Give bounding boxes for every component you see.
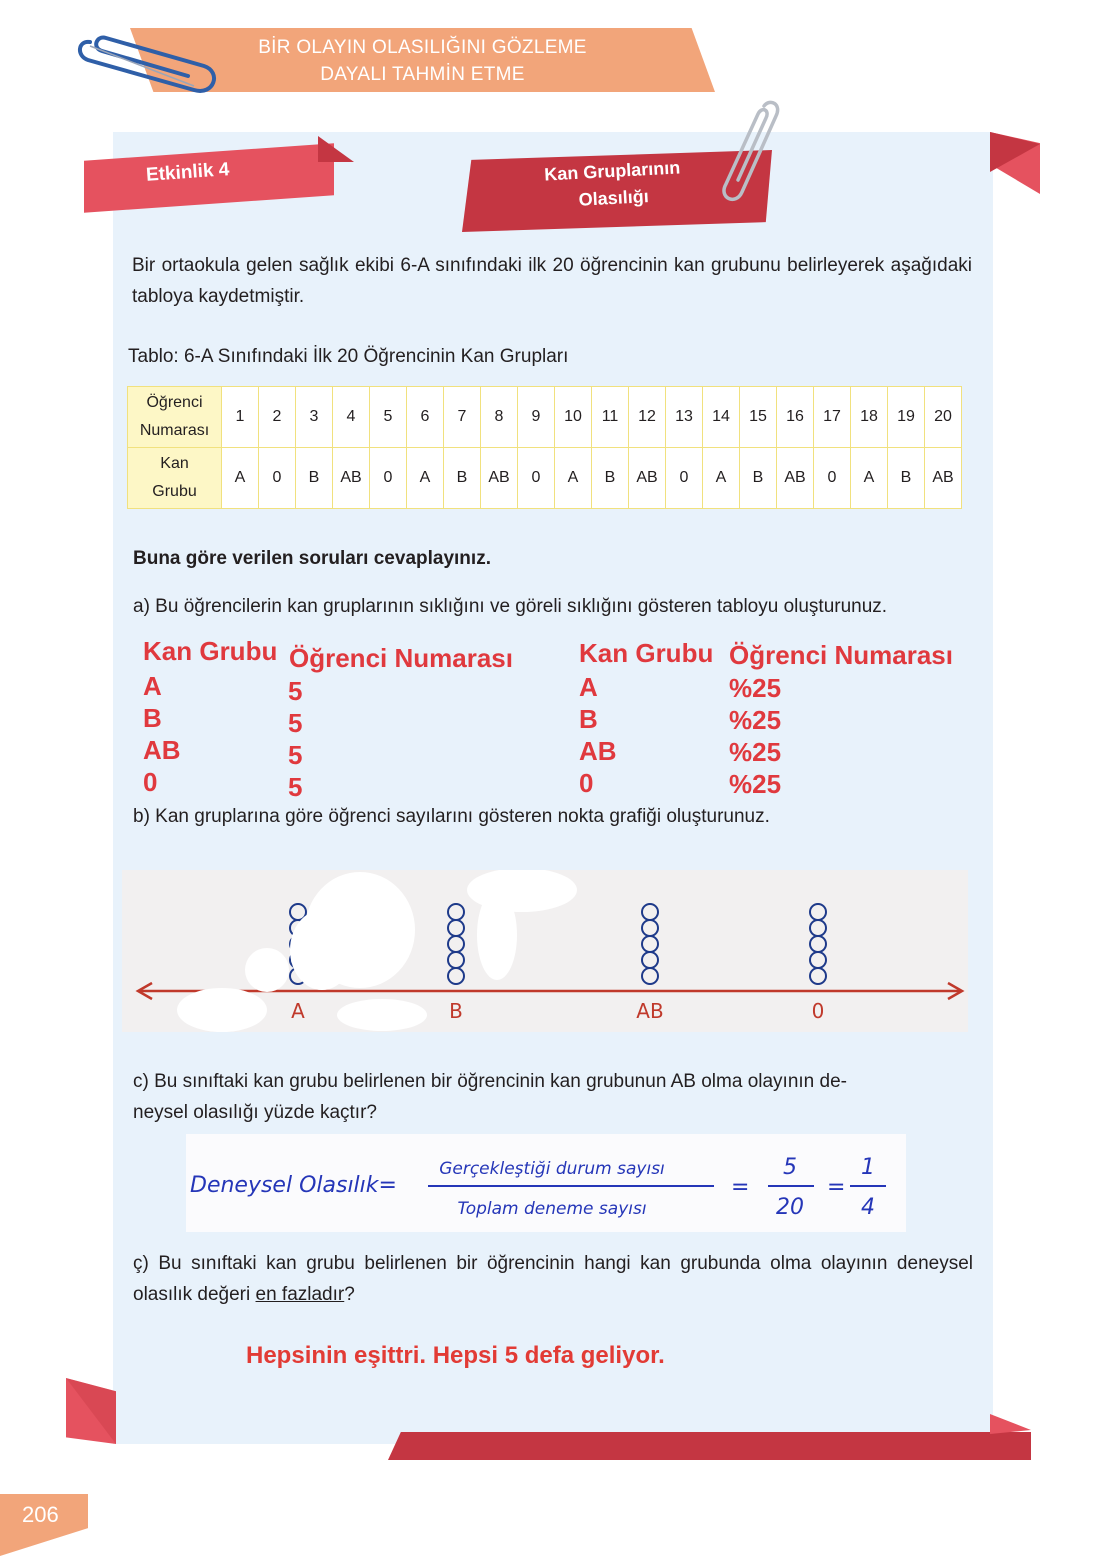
answer-group: A bbox=[579, 672, 598, 702]
formula-numerator: Gerçekleştiği durum sayısı bbox=[439, 1159, 665, 1179]
answer-group: A bbox=[143, 671, 162, 701]
dot-ab bbox=[642, 936, 658, 952]
table-cell: 16 bbox=[777, 387, 814, 448]
answer-group: 0 bbox=[143, 767, 158, 797]
answer-a-right-header2: Öğrenci Numarası bbox=[729, 640, 953, 670]
table-cell: B bbox=[740, 448, 777, 509]
answer-group: 0 bbox=[579, 768, 594, 798]
question-c-line2: neysel olasılığı yüzde kaçtır? bbox=[133, 1102, 377, 1123]
answer-a-left-header1: Kan Grubu bbox=[143, 636, 278, 666]
table-cell: 13 bbox=[666, 387, 703, 448]
row-header-line: Kan bbox=[160, 455, 189, 472]
question-cc-underlined: en fazladır bbox=[255, 1284, 345, 1305]
dot-plot-svg bbox=[122, 870, 968, 1032]
dot-0 bbox=[810, 936, 826, 952]
dot-b bbox=[448, 936, 464, 952]
fraction2-numerator: 1 bbox=[861, 1155, 875, 1180]
answer-a-right-values bbox=[729, 672, 781, 800]
question-cc bbox=[133, 1248, 973, 1310]
answer-a-left-groups bbox=[143, 670, 181, 798]
fraction1-denominator: 20 bbox=[776, 1195, 804, 1220]
formula-svg bbox=[186, 1134, 906, 1232]
answer-a-right-groups bbox=[579, 671, 617, 799]
table-cell: 8 bbox=[481, 387, 518, 448]
tick-label-0: 0 bbox=[811, 999, 825, 1023]
answer-value: %25 bbox=[729, 737, 782, 767]
erased-area bbox=[477, 890, 517, 980]
row-header-groups bbox=[128, 448, 222, 509]
row-header-line: Grubu bbox=[152, 483, 197, 500]
tick-label-a: A bbox=[291, 999, 305, 1023]
table-cell: 0 bbox=[666, 448, 703, 509]
dot-0 bbox=[810, 968, 826, 984]
table-cell: 0 bbox=[370, 448, 407, 509]
question-b: b) Kan gruplarına göre öğrenci sayılarını gösteren nokta grafiği oluşturunuz. bbox=[133, 806, 770, 827]
dot-b bbox=[448, 904, 464, 920]
erased-area bbox=[177, 988, 267, 1032]
answer-value: 5 bbox=[288, 676, 303, 706]
formula-handwritten bbox=[186, 1134, 906, 1232]
table-cell: B bbox=[888, 448, 925, 509]
answer-group: AB bbox=[143, 735, 181, 765]
row-header-numbers bbox=[128, 387, 222, 448]
answer-value: 5 bbox=[288, 740, 303, 770]
question-c bbox=[133, 1066, 973, 1128]
table-cell: 1 bbox=[222, 387, 259, 448]
question-cc-end: ? bbox=[344, 1284, 355, 1305]
dot-b bbox=[448, 920, 464, 936]
fraction1-numerator: 5 bbox=[783, 1155, 797, 1180]
table-cell: 17 bbox=[814, 387, 851, 448]
formula-label: Deneysel Olasılık= bbox=[190, 1173, 397, 1198]
table-cell: 19 bbox=[888, 387, 925, 448]
table-cell: A bbox=[407, 448, 444, 509]
question-c-line1: c) Bu sınıftaki kan grubu belirlenen bir öğrencinin kan grubunun AB olma olayının de- bbox=[133, 1071, 847, 1092]
paperclip-icon bbox=[76, 22, 221, 102]
tick-label-b: B bbox=[449, 999, 463, 1023]
answer-value: %25 bbox=[729, 769, 782, 799]
instruction: Buna göre verilen soruları cevaplayınız. bbox=[133, 548, 491, 569]
equals-sign-2: = bbox=[827, 1175, 846, 1200]
answer-group: AB bbox=[579, 736, 617, 766]
intro-paragraph: Bir ortaokula gelen sağlık ekibi 6-A sınıfındaki ilk 20 öğrencinin kan grubunu belirleyerek aşağıdaki tabloya kaydetmiştir. bbox=[132, 255, 972, 307]
fraction2-denominator: 4 bbox=[861, 1195, 875, 1220]
dot-b bbox=[448, 968, 464, 984]
row-header-line: Numarası bbox=[139, 422, 210, 439]
table-cell: A bbox=[222, 448, 259, 509]
answer-group: B bbox=[579, 704, 598, 734]
dot-ab bbox=[642, 904, 658, 920]
table-cell: 2 bbox=[259, 387, 296, 448]
table-cell: AB bbox=[777, 448, 814, 509]
activity-title-line2: Olasılığı bbox=[578, 186, 650, 210]
table-cell: A bbox=[703, 448, 740, 509]
table-cell: AB bbox=[925, 448, 962, 509]
dot-b bbox=[448, 952, 464, 968]
table-row-numbers bbox=[128, 387, 962, 448]
table-cell: 15 bbox=[740, 387, 777, 448]
table-cell: 5 bbox=[370, 387, 407, 448]
answer-a-right-header1: Kan Grubu bbox=[579, 638, 714, 668]
table-cell: 9 bbox=[518, 387, 555, 448]
dot-plot bbox=[122, 870, 968, 1032]
table-cell: 11 bbox=[592, 387, 629, 448]
table-cell: 4 bbox=[333, 387, 370, 448]
table-cell: B bbox=[444, 448, 481, 509]
dot-ab bbox=[642, 952, 658, 968]
question-cc-text: ç) Bu sınıftaki kan grubu belirlenen bir öğrencinin hangi kan grubunda olma olayının deneysel olasılık değeri bbox=[133, 1253, 973, 1305]
table-cell: AB bbox=[481, 448, 518, 509]
table-caption: Tablo: 6-A Sınıfındaki İlk 20 Öğrencinin Kan Grupları bbox=[128, 346, 569, 367]
dot-0 bbox=[810, 920, 826, 936]
table-row-groups bbox=[128, 448, 962, 509]
table-cell: 0 bbox=[259, 448, 296, 509]
table-cell: B bbox=[296, 448, 333, 509]
answer-group: B bbox=[143, 703, 162, 733]
tick-label-ab: AB bbox=[636, 999, 664, 1023]
table-cell: 6 bbox=[407, 387, 444, 448]
table-cell: 20 bbox=[925, 387, 962, 448]
blood-group-table bbox=[127, 386, 962, 509]
answer-a-left-values bbox=[288, 675, 302, 803]
table-cell: A bbox=[555, 448, 592, 509]
chapter-title-line2: DAYALI TAHMİN ETME bbox=[320, 64, 525, 85]
formula-denominator: Toplam deneme sayısı bbox=[457, 1199, 647, 1219]
paperclip-icon-2 bbox=[720, 96, 780, 206]
table-cell: 0 bbox=[518, 448, 555, 509]
table-cell: A bbox=[851, 448, 888, 509]
answer-value: 5 bbox=[288, 708, 303, 738]
final-answer: Hepsinin eşittri. Hepsi 5 defa geliyor. bbox=[246, 1342, 665, 1369]
table-cell: 0 bbox=[814, 448, 851, 509]
table-cell: 12 bbox=[629, 387, 666, 448]
table-cell: B bbox=[592, 448, 629, 509]
page-number: 206 bbox=[22, 1502, 59, 1527]
table-cell: 14 bbox=[703, 387, 740, 448]
activity-title-line1: Kan Gruplarının bbox=[543, 157, 681, 185]
table-cell: 10 bbox=[555, 387, 592, 448]
dot-ab bbox=[642, 968, 658, 984]
dot-0 bbox=[810, 904, 826, 920]
erased-area bbox=[290, 910, 354, 990]
dot-0 bbox=[810, 952, 826, 968]
row-header-line: Öğrenci bbox=[146, 394, 203, 411]
activity-label: Etkinlik 4 bbox=[145, 159, 231, 186]
chapter-title-line1: BİR OLAYIN OLASILIĞINI GÖZLEME bbox=[258, 37, 587, 58]
equals-sign: = bbox=[731, 1175, 750, 1200]
answer-value: %25 bbox=[729, 705, 782, 735]
erased-area bbox=[337, 999, 427, 1031]
answer-a-left-header2: Öğrenci Numarası bbox=[289, 643, 513, 673]
table-cell: 3 bbox=[296, 387, 333, 448]
answer-value: 5 bbox=[288, 772, 303, 802]
question-a: a) Bu öğrencilerin kan gruplarının sıklığını ve göreli sıklığını gösteren tabloyu oluşturunuz. bbox=[133, 596, 888, 617]
erased-area bbox=[245, 948, 289, 992]
table-cell: 18 bbox=[851, 387, 888, 448]
table-cell: AB bbox=[629, 448, 666, 509]
table-cell: 7 bbox=[444, 387, 481, 448]
answer-value: %25 bbox=[729, 673, 782, 703]
dot-ab bbox=[642, 920, 658, 936]
table-cell: AB bbox=[333, 448, 370, 509]
bottom-ribbon-tip bbox=[990, 1414, 1031, 1434]
bottom-ribbon bbox=[388, 1432, 1031, 1460]
